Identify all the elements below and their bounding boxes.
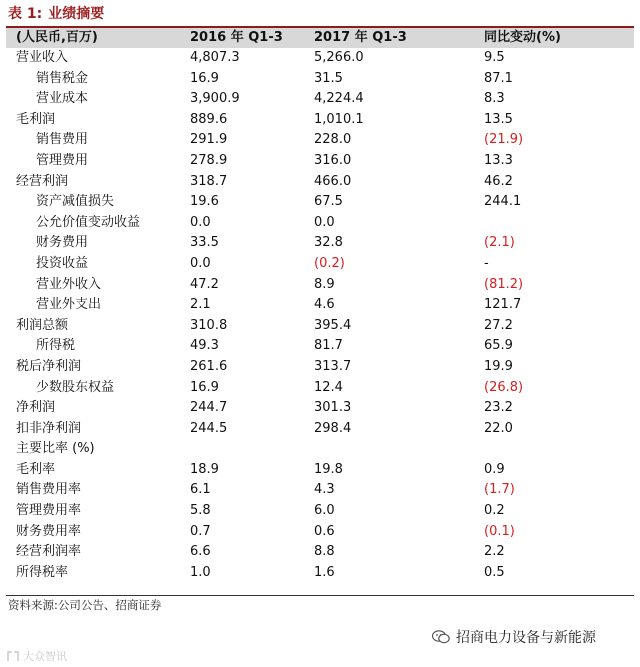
table-row xyxy=(6,316,634,337)
value-yoy: 244.1 xyxy=(484,194,522,210)
table-row xyxy=(6,130,634,151)
value-2016: 244.7 xyxy=(190,400,228,416)
row-label: 销售税金 xyxy=(36,70,89,86)
value-yoy: 13.5 xyxy=(484,111,513,127)
value-2016: 5.8 xyxy=(190,503,211,519)
value-yoy: (26.8) xyxy=(484,379,524,395)
value-2016: 0.0 xyxy=(190,214,211,230)
value-2017: (0.2) xyxy=(314,255,345,271)
table-row xyxy=(6,295,634,316)
row-label: 经营利润率 xyxy=(16,544,82,560)
value-2016: 1.0 xyxy=(190,564,211,580)
table-row xyxy=(6,48,634,69)
row-label: 财务费用 xyxy=(36,235,89,251)
brand-mark xyxy=(6,648,67,664)
row-label: 净利润 xyxy=(16,400,56,416)
table-row xyxy=(6,419,634,440)
value-2017: 1,010.1 xyxy=(314,111,364,127)
table-row xyxy=(6,89,634,110)
value-2017: 8.9 xyxy=(314,276,335,292)
table-row xyxy=(6,233,634,254)
table-bottom-rule xyxy=(6,595,634,596)
value-yoy: 87.1 xyxy=(484,70,513,86)
table-row xyxy=(6,480,634,501)
table-body xyxy=(6,48,634,583)
value-yoy: 8.3 xyxy=(484,91,505,107)
row-label: 毛利润 xyxy=(16,111,56,127)
header-2017: 2017 年 Q1-3 xyxy=(314,30,407,45)
value-2016: 318.7 xyxy=(190,173,228,189)
row-label: 营业外收入 xyxy=(36,276,102,292)
value-2017: 0.0 xyxy=(314,214,335,230)
header-2016: 2016 年 Q1-3 xyxy=(190,30,283,45)
value-yoy: (0.1) xyxy=(484,523,515,539)
value-yoy: - xyxy=(484,255,489,271)
table-row xyxy=(6,151,634,172)
header-yoy: 同比变动(%) xyxy=(484,30,561,45)
value-yoy: 23.2 xyxy=(484,400,513,416)
value-yoy: 19.9 xyxy=(484,358,513,374)
row-label: 利润总额 xyxy=(16,317,69,333)
value-yoy: 13.3 xyxy=(484,152,513,168)
row-label: 经营利润 xyxy=(16,173,69,189)
value-yoy: (1.7) xyxy=(484,482,515,498)
value-yoy: 0.9 xyxy=(484,461,505,477)
value-2017: 316.0 xyxy=(314,152,352,168)
header-unit: (人民币,百万) xyxy=(16,30,98,45)
table-header xyxy=(6,26,634,48)
value-2017: 32.8 xyxy=(314,235,343,251)
value-2017: 395.4 xyxy=(314,317,352,333)
value-yoy: 27.2 xyxy=(484,317,513,333)
value-2017: 4.6 xyxy=(314,297,335,313)
value-2016: 261.6 xyxy=(190,358,228,374)
table-row xyxy=(6,563,634,584)
row-label: 投资收益 xyxy=(36,255,89,271)
row-label: 税后净利润 xyxy=(16,358,82,374)
table-row xyxy=(6,542,634,563)
table-row xyxy=(6,522,634,543)
value-2017: 1.6 xyxy=(314,564,335,580)
row-label: 所得税率 xyxy=(16,564,69,580)
value-2016: 291.9 xyxy=(190,132,228,148)
table-row xyxy=(6,398,634,419)
value-yoy: (81.2) xyxy=(484,276,524,292)
row-label: 管理费用 xyxy=(36,152,89,168)
value-2016: 6.1 xyxy=(190,482,211,498)
brand-text: 大众智讯 xyxy=(23,650,67,663)
value-2017: 301.3 xyxy=(314,400,352,416)
value-2016: 33.5 xyxy=(190,235,219,251)
source-note: 资料来源:公司公告、招商证券 xyxy=(8,598,162,612)
table-row xyxy=(6,439,634,460)
value-2017: 466.0 xyxy=(314,173,352,189)
row-label: 营业成本 xyxy=(36,91,89,107)
table-row xyxy=(6,192,634,213)
value-2016: 3,900.9 xyxy=(190,91,240,107)
value-2017: 31.5 xyxy=(314,70,343,86)
row-label: 资产减值损失 xyxy=(36,194,115,210)
row-label: 营业收入 xyxy=(16,50,69,65)
value-yoy: 121.7 xyxy=(484,297,522,313)
table-row xyxy=(6,172,634,193)
value-2017: 8.8 xyxy=(314,544,335,560)
value-2016: 0.0 xyxy=(190,255,211,271)
row-label: 销售费用率 xyxy=(16,482,82,498)
wechat-icon xyxy=(432,630,450,644)
value-2016: 47.2 xyxy=(190,276,219,292)
value-2017: 4,224.4 xyxy=(314,91,364,107)
value-2016: 16.9 xyxy=(190,379,219,395)
value-2016: 19.6 xyxy=(190,194,219,210)
table-row xyxy=(6,254,634,275)
value-2017: 228.0 xyxy=(314,132,352,148)
value-2017: 81.7 xyxy=(314,338,343,354)
value-2016: 2.1 xyxy=(190,297,211,313)
row-label: 财务费用率 xyxy=(16,523,82,539)
value-yoy: 9.5 xyxy=(484,50,505,65)
value-2016: 278.9 xyxy=(190,152,228,168)
table-row xyxy=(6,110,634,131)
table-row xyxy=(6,69,634,90)
value-2017: 4.3 xyxy=(314,482,335,498)
brand-logo-icon xyxy=(6,649,20,663)
watermark-text: 招商电力设备与新能源 xyxy=(456,630,596,646)
value-yoy: 2.2 xyxy=(484,544,505,560)
value-2016: 244.5 xyxy=(190,420,228,436)
table-row xyxy=(6,357,634,378)
value-2017: 0.6 xyxy=(314,523,335,539)
table-row xyxy=(6,501,634,522)
value-2017: 5,266.0 xyxy=(314,50,364,65)
row-label: 毛利率 xyxy=(16,461,56,477)
row-label: 少数股东权益 xyxy=(36,379,115,395)
value-yoy: 22.0 xyxy=(484,420,513,436)
value-2016: 889.6 xyxy=(190,111,228,127)
row-label: 销售费用 xyxy=(36,132,89,148)
row-label: 公允价值变动收益 xyxy=(36,214,141,230)
table-title xyxy=(8,3,104,25)
value-yoy: (2.1) xyxy=(484,235,515,251)
value-2016: 0.7 xyxy=(190,523,211,539)
value-2017: 19.8 xyxy=(314,461,343,477)
value-2016: 4,807.3 xyxy=(190,50,240,65)
table-row xyxy=(6,378,634,399)
table-title-text: 业绩摘要 xyxy=(48,6,105,22)
table-row xyxy=(6,213,634,234)
value-2016: 18.9 xyxy=(190,461,219,477)
value-2017: 298.4 xyxy=(314,420,352,436)
row-label: 营业外支出 xyxy=(36,297,102,313)
table-row xyxy=(6,336,634,357)
value-yoy: 65.9 xyxy=(484,338,513,354)
value-yoy: 0.5 xyxy=(484,564,505,580)
value-2017: 12.4 xyxy=(314,379,343,395)
row-label: 管理费用率 xyxy=(16,503,82,519)
value-2016: 49.3 xyxy=(190,338,219,354)
value-yoy: 46.2 xyxy=(484,173,513,189)
value-2017: 313.7 xyxy=(314,358,352,374)
value-2016: 6.6 xyxy=(190,544,211,560)
value-2017: 67.5 xyxy=(314,194,343,210)
value-2017: 6.0 xyxy=(314,503,335,519)
value-2016: 16.9 xyxy=(190,70,219,86)
value-yoy: 0.2 xyxy=(484,503,505,519)
wechat-watermark xyxy=(432,626,596,648)
table-row xyxy=(6,460,634,481)
table-row xyxy=(6,275,634,296)
row-label: 扣非净利润 xyxy=(16,420,82,436)
value-2016: 310.8 xyxy=(190,317,228,333)
value-yoy: (21.9) xyxy=(484,132,524,148)
row-label: 所得税 xyxy=(36,338,76,354)
table-title-label: 表 1: xyxy=(8,6,43,22)
row-label: 主要比率 (%) xyxy=(16,441,95,457)
